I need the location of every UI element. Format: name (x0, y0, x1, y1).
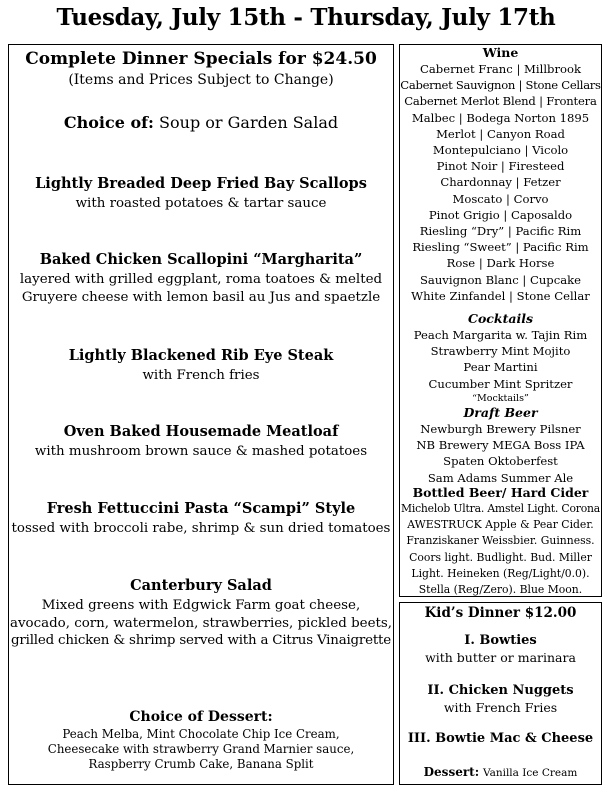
bottled-item: Franziskaner Weissbier. Guinness. (406, 534, 595, 548)
dish-desc: avocado, corn, watermelon, strawberries, pickled beets, (9, 615, 393, 631)
dish-name: Baked Chicken Scallopini “Margharita” (39, 251, 363, 268)
draft-beer-section (400, 405, 601, 486)
dish-desc: layered with grilled eggplant, roma toatoes & melted (19, 272, 383, 287)
dessert-section (9, 709, 393, 772)
cocktail-item: Pear Martini (463, 360, 538, 375)
kids-item-desc: with butter or marinara (425, 650, 576, 665)
bottled-item: Michelob Ultra. Amstel Light. Corona (400, 502, 601, 515)
kids-heading: Kid’s Dinner $12.00 (424, 605, 577, 621)
dish-item (9, 175, 393, 213)
wine-item: Chardonnay | Fetzer (440, 175, 561, 190)
drinks-panel (399, 44, 602, 597)
dish-desc: with mushroom brown sauce & mashed potatoes (34, 444, 368, 459)
wine-item: Pinot Grigio | Caposaldo (428, 207, 573, 222)
kids-dessert-value: Vanilla Ice Cream (482, 767, 578, 779)
draft-item: Newburgh Brewery Pilsner (420, 422, 581, 436)
wine-item: Rose | Dark Horse (446, 256, 555, 271)
kids-item-name: I. Bowties (464, 633, 537, 648)
wine-item: Pinot Noir | Firesteed (436, 159, 565, 174)
bottled-heading: Bottled Beer/ Hard Cider (412, 485, 589, 500)
bottled-item: AWESTRUCK Apple & Pear Cider. (407, 518, 594, 532)
dessert-line: Raspberry Crumb Cake, Banana Split (88, 757, 314, 771)
wine-section (400, 45, 601, 304)
bottled-item: Light. Heineken (Reg/Light/0.0). (411, 566, 590, 580)
dessert-line: Peach Melba, Mint Chocolate Chip Ice Cream, (62, 727, 340, 741)
draft-item: Spaten Oktoberfest (443, 454, 558, 469)
kids-item-name: III. Bowtie Mac & Cheese (407, 731, 594, 746)
draft-heading: Draft Beer (463, 405, 538, 420)
dish-name: Lightly Breaded Deep Fried Bay Scallops (35, 175, 367, 192)
dish-name: Lightly Blackened Rib Eye Steak (68, 347, 334, 364)
cocktails-section (400, 311, 601, 406)
bottled-item: Coors light. Budlight. Bud. Miller (409, 550, 592, 564)
dish-desc: with roasted potatoes & tartar sauce (75, 196, 327, 211)
dessert-line: Cheesecake with strawberry Grand Marnier sauce, (47, 742, 355, 756)
dish-name: Fresh Fettuccini Pasta “Scampi” Style (46, 500, 356, 517)
specials-heading: Complete Dinner Specials for $24.50 (25, 49, 377, 69)
wine-item: Riesling “Dry” | Pacific Rim (419, 224, 582, 239)
dish-item (9, 251, 393, 306)
kids-item (400, 633, 601, 665)
page-title: Tuesday, July 15th - Thursday, July 17th (56, 4, 556, 31)
wine-item: Sauvignon Blanc | Cupcake (419, 272, 582, 287)
cocktails-heading: Cocktails (468, 311, 533, 326)
kids-item (400, 683, 601, 715)
bottled-beer-section (400, 485, 601, 598)
dinner-specials-panel (8, 44, 394, 785)
wine-item: Merlot | Canyon Road (436, 126, 565, 141)
wine-item: Cabernet Merlot Blend | Frontera (404, 94, 597, 109)
choice-line (9, 113, 393, 132)
choice-label: Choice of: (63, 113, 154, 132)
choice-value: Soup or Garden Salad (159, 113, 339, 132)
wine-item: White Zinfandel | Stone Cellar (411, 288, 590, 303)
dessert-heading: Choice of Dessert: (129, 709, 273, 725)
kids-dessert-label: Dessert: (423, 765, 480, 779)
kids-item-desc: with French Fries (443, 700, 558, 715)
cocktail-item: Peach Margarita w. Tajin Rim (413, 328, 588, 342)
draft-item: NB Brewery MEGA Boss IPA (416, 438, 585, 453)
dish-desc: grilled chicken & shrimp served with a Citrus Vinaigrette (11, 633, 391, 648)
cocktail-item: Strawberry Mint Mojito (430, 344, 571, 359)
bottled-item: Stella (Reg/Zero). Blue Moon. (418, 583, 583, 597)
specials-subheading: (Items and Prices Subject to Change) (68, 72, 334, 88)
kids-dessert (400, 765, 601, 779)
dish-item (9, 500, 393, 538)
dish-name: Canterbury Salad (130, 577, 272, 594)
dish-item (9, 577, 393, 650)
draft-item: Sam Adams Summer Ale (427, 470, 574, 485)
dish-desc: Gruyere cheese with lemon basil au Jus and spaetzle (21, 289, 381, 305)
dish-item (9, 347, 393, 385)
wine-item: Moscato | Corvo (452, 191, 549, 206)
wine-item: Cabernet Franc | Millbrook (420, 62, 581, 76)
dish-name: Oven Baked Housemade Meatloaf (63, 423, 339, 440)
dish-item (9, 423, 393, 461)
cocktail-item: Cucumber Mint Spritzer (428, 376, 573, 391)
wine-item: Malbec | Bodega Norton 1895 (411, 110, 590, 125)
kids-item (400, 731, 601, 746)
kids-item-name: II. Chicken Nuggets (427, 683, 574, 698)
dish-desc: Mixed greens with Edgwick Farm goat cheese, (41, 598, 361, 613)
wine-item: Cabernet Sauvignon | Stone Cellars (400, 78, 601, 93)
dish-desc: tossed with broccoli rabe, shrimp & sun dried tomatoes (11, 521, 391, 536)
dish-desc: with French fries (142, 368, 260, 383)
wine-item: Montepulciano | Vicolo (432, 143, 569, 158)
kids-dinner-panel (399, 602, 602, 785)
wine-item: Riesling “Sweet” | Pacific Rim (412, 240, 589, 255)
mocktails-note: “Mocktails” (472, 392, 529, 404)
wine-heading: Wine (482, 45, 519, 60)
